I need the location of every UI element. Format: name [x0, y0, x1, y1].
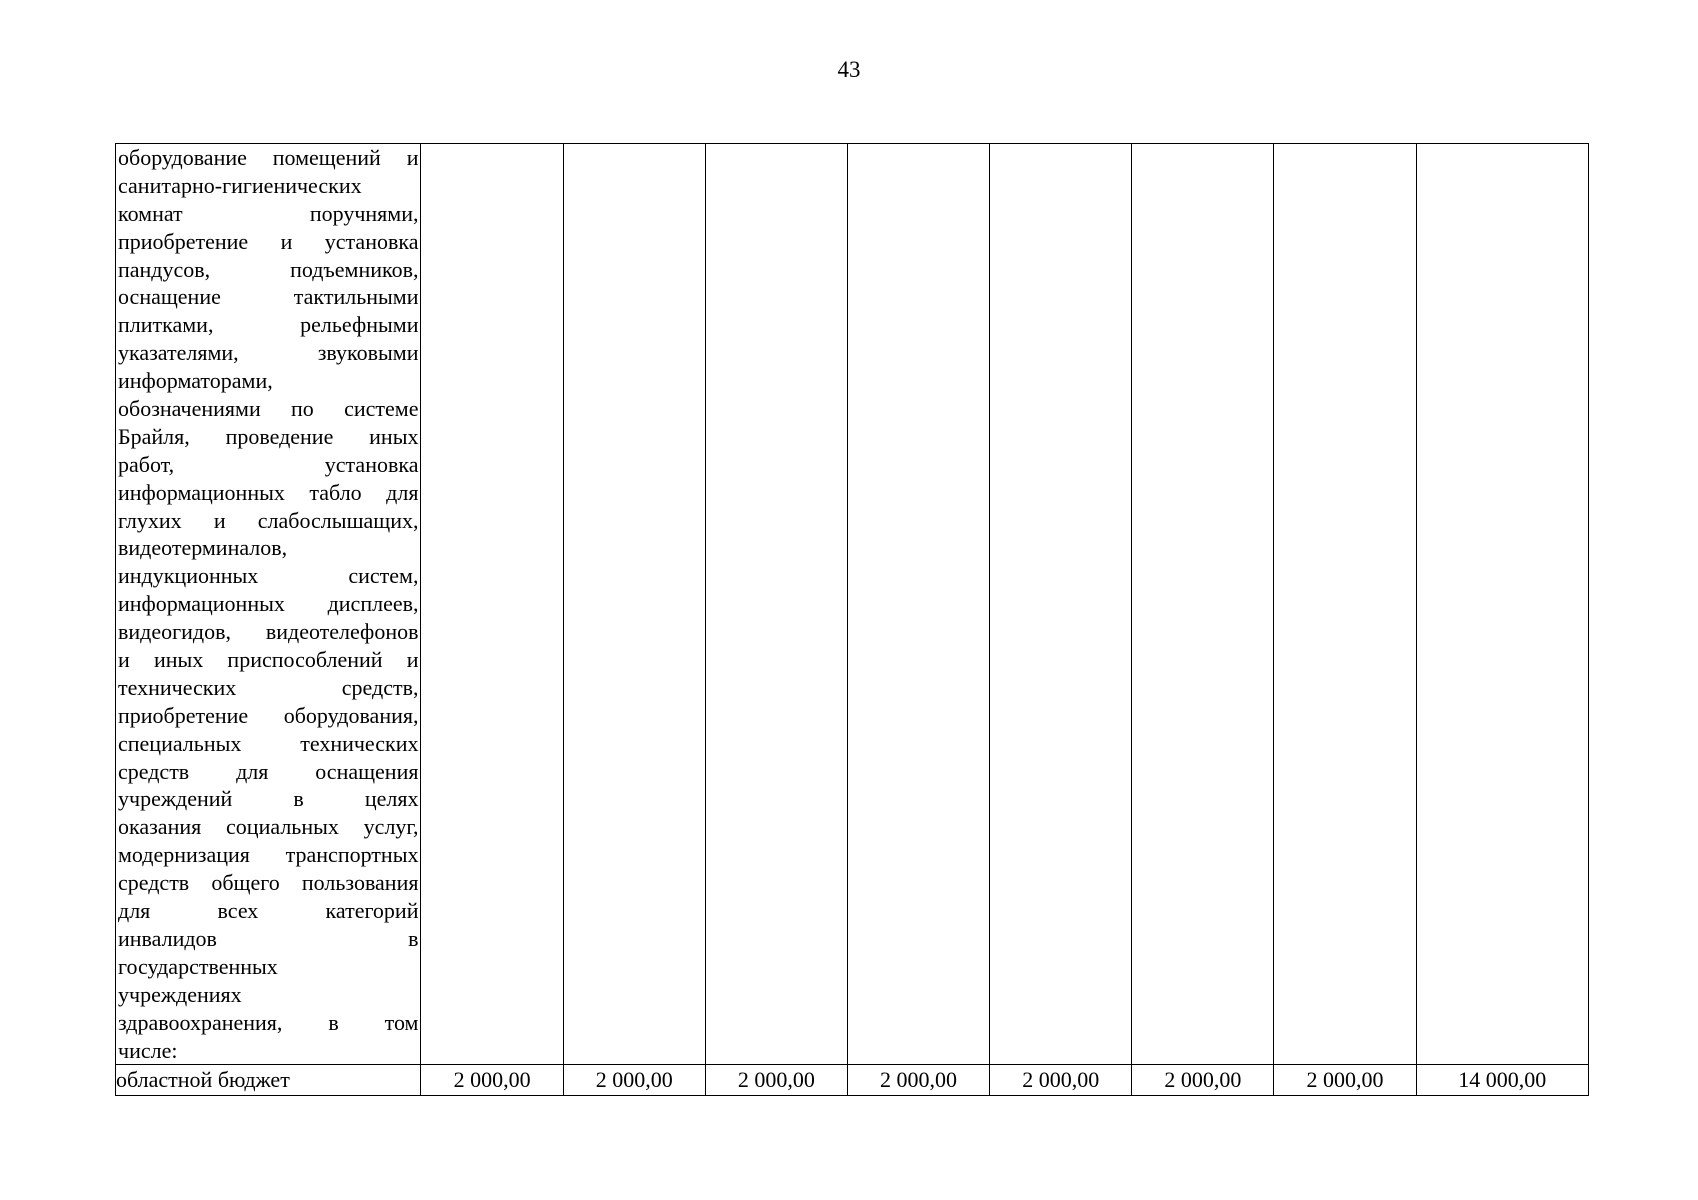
description-line: информационных дисплеев, — [118, 591, 419, 617]
description-line: видеотерминалов, — [118, 535, 288, 561]
description-line: видеогидов, видеотелефонов — [118, 619, 419, 645]
description-line: модернизация транспортных — [118, 842, 419, 868]
year-cell-empty — [421, 144, 563, 1065]
description-line: работ, установка — [118, 451, 419, 477]
total-value: 14 000,00 — [1416, 1065, 1588, 1096]
description-line: для всех категорий — [118, 898, 419, 924]
description-line: плитками, рельефными — [118, 312, 419, 338]
description-line: оснащение тактильными — [118, 284, 419, 310]
year-value: 2 000,00 — [421, 1065, 563, 1096]
year-value: 2 000,00 — [1274, 1065, 1416, 1096]
description-line: учреждениях — [118, 981, 242, 1007]
budget-source-label: областной бюджет — [116, 1065, 421, 1096]
year-value: 2 000,00 — [705, 1065, 847, 1096]
description-line: информаторами, — [118, 368, 273, 394]
year-cell-empty — [990, 144, 1132, 1065]
description-line: числе: — [118, 1037, 178, 1063]
description-line: специальных технических — [118, 730, 419, 756]
year-value: 2 000,00 — [990, 1065, 1132, 1096]
page-number: 43 — [837, 57, 861, 82]
description-line: глухих и слабослышащих, — [118, 507, 419, 533]
description-line: учреждений в целях — [118, 786, 419, 812]
description-line: приобретение и установка — [118, 228, 419, 254]
description-line: индукционных систем, — [118, 563, 419, 589]
description-line: приобретение оборудования, — [118, 702, 419, 728]
description-line: государственных — [118, 953, 278, 979]
description-line: и иных приспособлений и — [118, 647, 419, 673]
description-line: оборудование помещений и — [118, 145, 419, 170]
description-line: пандусов, подъемников, — [118, 256, 419, 282]
description-line: обозначениями по системе — [118, 396, 419, 422]
year-cell-empty — [847, 144, 989, 1065]
budget-table — [115, 143, 1589, 1096]
year-cell-empty — [563, 144, 705, 1065]
description-line: средств общего пользования — [118, 870, 419, 896]
description-line: инвалидов в — [118, 925, 419, 951]
year-value: 2 000,00 — [1132, 1065, 1274, 1096]
year-cell-empty — [1132, 144, 1274, 1065]
description-row — [116, 144, 1589, 1065]
description-line: оказания социальных услуг, — [118, 814, 419, 840]
description-line: санитарно-гигиенических — [118, 172, 362, 198]
description-line: информационных табло для — [118, 479, 419, 505]
description-line: средств для оснащения — [118, 758, 419, 784]
description-line: здравоохранения, в том — [118, 1009, 419, 1035]
description-line: Брайля, проведение иных — [118, 423, 419, 449]
description-line: указателями, звуковыми — [118, 340, 419, 366]
budget-row — [116, 1065, 1589, 1096]
activity-description — [116, 144, 421, 1065]
description-line: комнат поручнями, — [118, 200, 419, 226]
year-value: 2 000,00 — [563, 1065, 705, 1096]
total-cell-empty — [1416, 144, 1588, 1065]
year-cell-empty — [1274, 144, 1416, 1065]
year-cell-empty — [705, 144, 847, 1065]
year-value: 2 000,00 — [847, 1065, 989, 1096]
description-line: технических средств, — [118, 674, 419, 700]
